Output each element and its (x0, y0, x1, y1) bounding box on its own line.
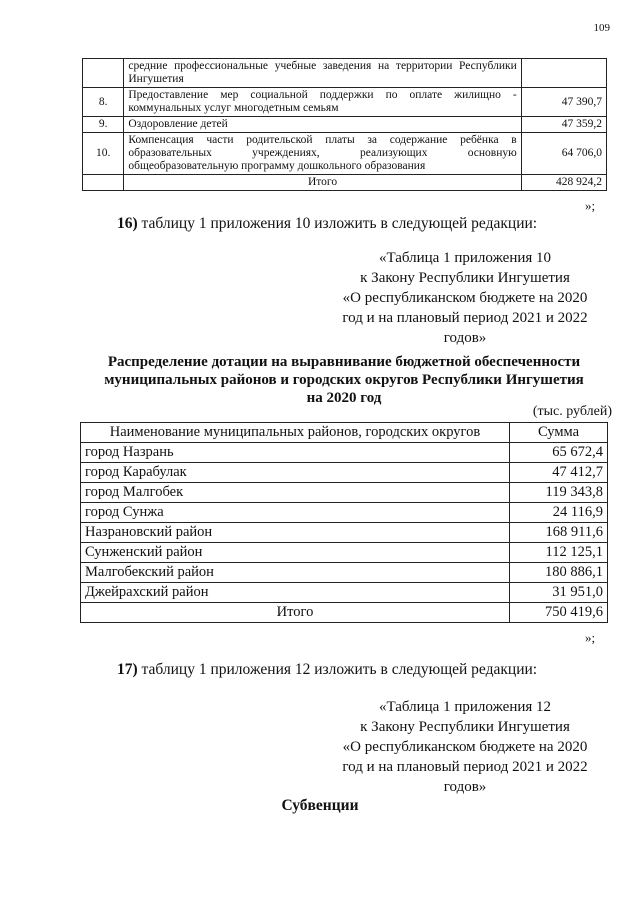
note-line: годов» (443, 779, 487, 795)
table-row (81, 503, 608, 523)
table-row (81, 523, 608, 543)
note-line: «О республиканском бюджете на 2020 (342, 290, 588, 306)
subventions-title: Субвенции (281, 797, 359, 814)
row-number: 8. (83, 88, 124, 117)
instruction-number: 17) (117, 661, 138, 678)
table-row (83, 133, 607, 175)
table-row (81, 483, 608, 503)
instruction-16 (117, 215, 537, 233)
municipality-name: город Карабулак (81, 463, 510, 483)
header-name: Наименование муниципальных районов, городских округов (81, 423, 510, 443)
instruction-17 (117, 661, 537, 679)
row-value: 64 706,0 (521, 133, 606, 175)
closing-quote-mark: »; (585, 198, 596, 213)
instruction-text: таблицу 1 приложения 10 изложить в следующей редакции: (141, 215, 538, 232)
total-label: Итого (81, 603, 510, 623)
row-description: Предоставление мер социальной поддержки по оплате жилищно - коммунальных услуг многодетным семьям (124, 88, 521, 117)
municipality-sum: 168 911,6 (510, 523, 608, 543)
municipality-name: город Сунжа (81, 503, 510, 523)
municipality-sum: 65 672,4 (510, 443, 608, 463)
total-empty-cell (83, 175, 124, 191)
heading-line: муниципальных районов и городских округов Республики Ингушетия (104, 372, 584, 388)
header-sum: Сумма (510, 423, 608, 443)
municipality-sum: 180 886,1 (510, 563, 608, 583)
row-number: 10. (83, 133, 124, 175)
note-line: год и на плановый период 2021 и 2022 (342, 310, 588, 326)
municipality-name: Назрановский район (81, 523, 510, 543)
heading-line: Распределение дотации на выравнивание бюджетной обеспеченности (107, 354, 581, 370)
row-value: 47 390,7 (521, 88, 606, 117)
row-number (83, 59, 124, 88)
table-row (83, 117, 607, 133)
appendix-note-10 (330, 248, 600, 348)
table-total-row (81, 603, 608, 623)
note-line: «Таблица 1 приложения 12 (378, 699, 552, 715)
municipality-sum: 31 951,0 (510, 583, 608, 603)
table-row (83, 59, 607, 88)
table-row (81, 563, 608, 583)
note-line: к Закону Республики Ингушетия (360, 719, 570, 735)
instruction-text: таблицу 1 приложения 12 изложить в следующей редакции: (141, 661, 538, 678)
section-heading (80, 353, 608, 407)
table-row (83, 88, 607, 117)
note-line: «Таблица 1 приложения 10 (378, 250, 552, 266)
appendix-note-12 (330, 697, 600, 797)
total-value: 750 419,6 (510, 603, 608, 623)
table-row (81, 463, 608, 483)
municipality-sum: 24 116,9 (510, 503, 608, 523)
table-header-row (81, 423, 608, 443)
municipality-sum: 119 343,8 (510, 483, 608, 503)
note-line: «О республиканском бюджете на 2020 (342, 739, 588, 755)
municipality-sum: 112 125,1 (510, 543, 608, 563)
row-description: Компенсация части родительской платы за содержание ребёнка в образовательных учреждениях, реализующих основную общеобразовательную программу дошкольного образования (124, 133, 521, 175)
municipality-name: город Малгобек (81, 483, 510, 503)
table-row (81, 543, 608, 563)
municipality-name: Сунженский район (81, 543, 510, 563)
municipality-name: город Назрань (81, 443, 510, 463)
subsidy-distribution-table (80, 422, 608, 623)
row-value (521, 59, 606, 88)
table-row (81, 443, 608, 463)
row-value: 47 359,2 (521, 117, 606, 133)
row-description: средние профессиональные учебные заведения на территории Республики Ингушетия (124, 59, 521, 88)
row-description: Оздоровление детей (124, 117, 521, 133)
note-line: к Закону Республики Ингушетия (360, 270, 570, 286)
note-line: год и на плановый период 2021 и 2022 (342, 759, 588, 775)
instruction-number: 16) (117, 215, 138, 232)
expenses-table (82, 58, 607, 191)
unit-label: (тыс. рублей) (532, 404, 612, 419)
municipality-sum: 47 412,7 (510, 463, 608, 483)
heading-line: на 2020 год (306, 390, 382, 406)
row-number: 9. (83, 117, 124, 133)
table-row (81, 583, 608, 603)
page-number: 109 (593, 22, 610, 34)
closing-quote-mark: »; (585, 630, 596, 645)
municipality-name: Малгобекский район (81, 563, 510, 583)
total-value: 428 924,2 (521, 175, 606, 191)
municipality-name: Джейрахский район (81, 583, 510, 603)
total-label: Итого (124, 175, 521, 191)
table-total-row (83, 175, 607, 191)
note-line: годов» (443, 330, 487, 346)
